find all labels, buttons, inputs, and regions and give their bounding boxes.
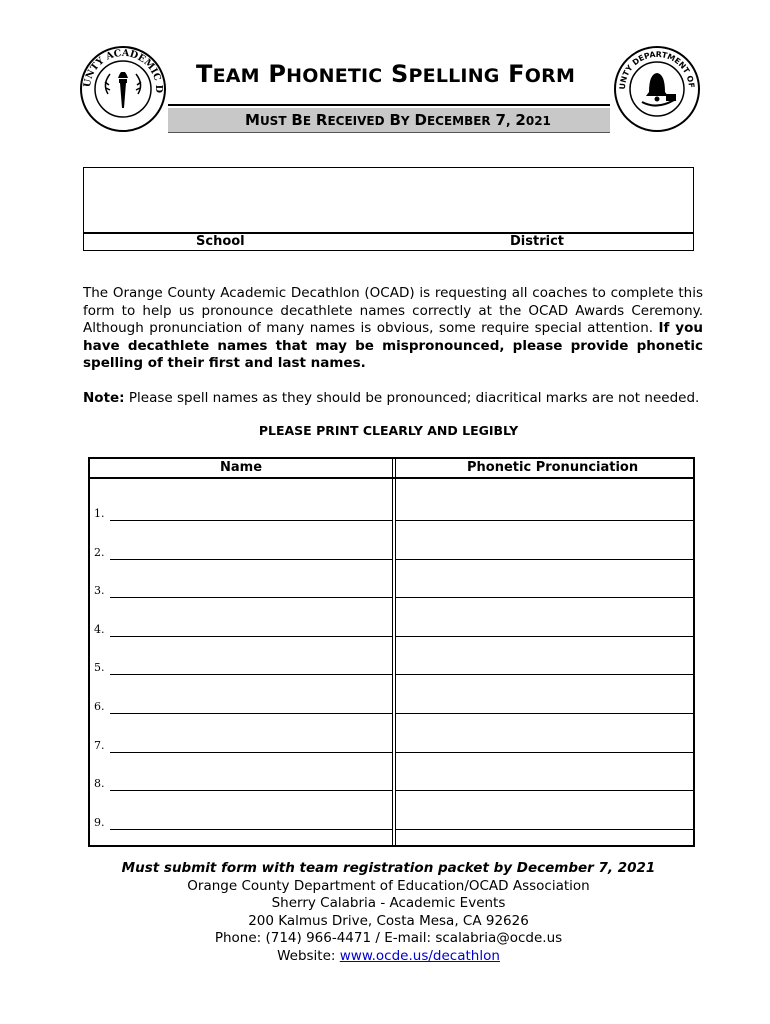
name-entry-line[interactable] bbox=[110, 752, 392, 753]
website-label: Website: bbox=[277, 947, 340, 964]
phone-email: Phone: (714) 966-4471 / E-mail: scalabria@ocde.us bbox=[214, 930, 563, 946]
school-district-box[interactable] bbox=[83, 167, 694, 251]
name-entry-line[interactable] bbox=[110, 713, 392, 714]
svg-text:ORANGE COUNTY ACADEMIC DECATHL: UNTY ACADEMIC D bbox=[81, 47, 165, 94]
name-entry-line[interactable] bbox=[110, 520, 392, 521]
intro-paragraph bbox=[83, 285, 703, 373]
deadline-text: MUST BE RECEIVED BY DECEMBER 7, 2021 bbox=[245, 111, 551, 129]
note-label: Note: bbox=[83, 390, 125, 406]
phonetic-entry-line[interactable] bbox=[396, 636, 693, 637]
row-number: 8. bbox=[94, 777, 105, 790]
phonetic-entry-line[interactable] bbox=[396, 674, 693, 675]
school-district-rule bbox=[83, 232, 694, 234]
org-name: Orange County Department of Education/OCAD Association bbox=[187, 877, 590, 894]
phonetic-entry-line[interactable] bbox=[396, 597, 693, 598]
row-number: 4. bbox=[94, 623, 105, 636]
website-line bbox=[0, 948, 770, 966]
print-instruction: PLEASE PRINT CLEARLY AND LEGIBLY bbox=[258, 423, 519, 438]
name-entry-line[interactable] bbox=[110, 790, 392, 791]
phonetic-entry-line[interactable] bbox=[396, 790, 693, 791]
row-number: 7. bbox=[94, 739, 105, 752]
svg-text:ORANGE COUNTY DEPARTMENT OF ED: UNTY DEPARTMENT OF bbox=[617, 49, 697, 90]
table-column-divider bbox=[392, 457, 396, 847]
name-entry-line[interactable] bbox=[110, 829, 392, 830]
district-label: District bbox=[510, 234, 564, 249]
ocad-logo bbox=[78, 44, 168, 134]
submit-deadline: Must submit form with team registration packet by December 7, 2021 bbox=[121, 860, 656, 876]
row-number: 5. bbox=[94, 661, 105, 674]
phonetic-entry-line[interactable] bbox=[396, 752, 693, 753]
name-entry-line[interactable] bbox=[110, 674, 392, 675]
phonetic-entry-line[interactable] bbox=[396, 829, 693, 830]
footer bbox=[0, 860, 770, 965]
name-entry-line[interactable] bbox=[110, 559, 392, 560]
phonetic-entry-line[interactable] bbox=[396, 713, 693, 714]
row-number: 9. bbox=[94, 816, 105, 829]
phonetic-entry-line[interactable] bbox=[396, 559, 693, 560]
row-number: 6. bbox=[94, 700, 105, 713]
name-entry-line[interactable] bbox=[110, 597, 392, 598]
contact-name: Sherry Calabria - Academic Events bbox=[271, 895, 506, 911]
row-number: 2. bbox=[94, 546, 105, 559]
school-label: School bbox=[196, 234, 245, 249]
website-link[interactable]: www.ocde.us/decathlon bbox=[339, 947, 500, 964]
name-column-header: Name bbox=[220, 460, 263, 475]
title-rule bbox=[168, 104, 610, 106]
phonetic-column-header: Phonetic Pronunciation bbox=[467, 460, 639, 475]
address: 200 Kalmus Drive, Costa Mesa, CA 92626 bbox=[248, 912, 529, 929]
phonetic-entry-line[interactable] bbox=[396, 520, 693, 521]
intro-bold-text: If you have decathlete names that may be mispronounced, please provide phonetic spelling of their first and last names. bbox=[83, 320, 703, 371]
note-paragraph bbox=[83, 390, 703, 407]
row-number: 1. bbox=[94, 507, 105, 520]
page-title: TEAM PHONETIC SPELLING FORM bbox=[196, 60, 576, 88]
row-number: 3. bbox=[94, 584, 105, 597]
ocde-logo bbox=[612, 44, 702, 134]
intro-text: The Orange County Academic Decathlon (OCAD) is requesting all coaches to complete this form to help us pronounce decathlete names correctly at the OCAD Awards Ceremony. Although pronunciation of many names is obvious, some require special attention. bbox=[83, 285, 703, 336]
name-entry-line[interactable] bbox=[110, 636, 392, 637]
note-text: Please spell names as they should be pronounced; diacritical marks are not needed. bbox=[124, 390, 700, 406]
